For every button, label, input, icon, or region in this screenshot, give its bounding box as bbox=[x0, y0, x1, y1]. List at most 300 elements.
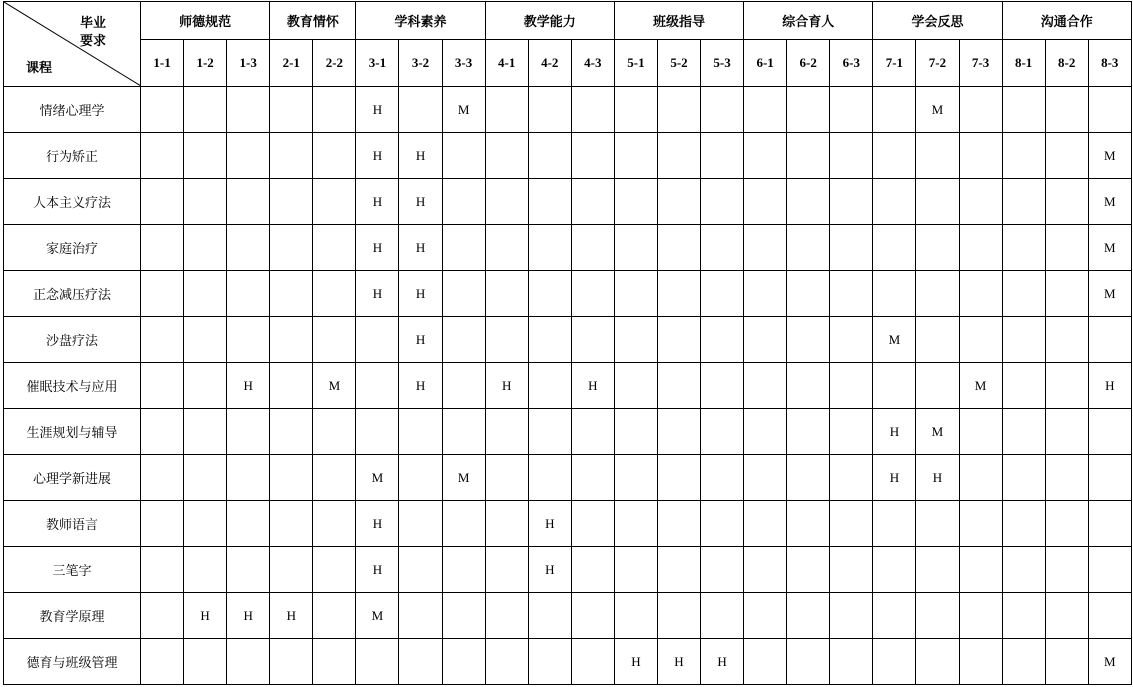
support-level-cell bbox=[270, 225, 313, 271]
support-level-cell bbox=[184, 455, 227, 501]
corner-header bbox=[4, 2, 141, 87]
support-level-cell bbox=[270, 133, 313, 179]
support-level-cell bbox=[959, 225, 1002, 271]
support-level-cell bbox=[1002, 317, 1045, 363]
support-level-cell bbox=[787, 455, 830, 501]
support-level-cell bbox=[184, 639, 227, 685]
corner-diagonal bbox=[4, 2, 141, 86]
sub-requirement-header: 2-1 bbox=[270, 40, 313, 87]
support-level-cell bbox=[356, 363, 399, 409]
support-level-cell bbox=[1045, 317, 1088, 363]
support-level-cell bbox=[442, 593, 485, 639]
support-level-cell bbox=[1088, 317, 1131, 363]
group-header: 教学能力 bbox=[485, 2, 614, 40]
support-level-cell bbox=[959, 547, 1002, 593]
support-level-cell bbox=[787, 225, 830, 271]
support-level-cell: M bbox=[1088, 639, 1131, 685]
support-level-cell: M bbox=[1088, 133, 1131, 179]
support-level-cell bbox=[485, 639, 528, 685]
support-level-cell bbox=[614, 363, 657, 409]
support-level-cell bbox=[485, 87, 528, 133]
table-row bbox=[4, 593, 1132, 639]
support-level-cell bbox=[1045, 225, 1088, 271]
support-level-cell bbox=[1088, 593, 1131, 639]
support-level-cell bbox=[1002, 639, 1045, 685]
group-header: 师德规范 bbox=[141, 2, 270, 40]
support-level-cell bbox=[701, 363, 744, 409]
header-group-row bbox=[4, 2, 1132, 40]
table-row bbox=[4, 133, 1132, 179]
support-level-cell bbox=[1002, 547, 1045, 593]
support-level-cell bbox=[399, 501, 442, 547]
support-level-cell bbox=[787, 501, 830, 547]
support-level-cell bbox=[528, 593, 571, 639]
support-level-cell bbox=[1088, 501, 1131, 547]
sub-requirement-header: 1-1 bbox=[141, 40, 184, 87]
sub-requirement-header: 4-2 bbox=[528, 40, 571, 87]
support-level-cell: M bbox=[442, 455, 485, 501]
support-level-cell: M bbox=[313, 363, 356, 409]
support-level-cell bbox=[1002, 271, 1045, 317]
support-level-cell bbox=[356, 409, 399, 455]
support-level-cell bbox=[744, 547, 787, 593]
support-level-cell: H bbox=[399, 317, 442, 363]
support-level-cell bbox=[1045, 271, 1088, 317]
group-header: 综合育人 bbox=[744, 2, 873, 40]
support-level-cell: H bbox=[356, 87, 399, 133]
support-level-cell bbox=[959, 455, 1002, 501]
course-name: 沙盘疗法 bbox=[4, 317, 141, 363]
support-level-cell bbox=[528, 87, 571, 133]
support-level-cell bbox=[485, 455, 528, 501]
support-level-cell bbox=[227, 271, 270, 317]
sub-requirement-header: 7-1 bbox=[873, 40, 916, 87]
support-level-cell bbox=[141, 639, 184, 685]
support-level-cell bbox=[657, 87, 700, 133]
support-level-cell: H bbox=[528, 501, 571, 547]
group-header: 学会反思 bbox=[873, 2, 1002, 40]
support-level-cell bbox=[356, 317, 399, 363]
table-row bbox=[4, 271, 1132, 317]
support-level-cell bbox=[657, 133, 700, 179]
corner-label-line1: 毕业 bbox=[80, 15, 107, 30]
support-level-cell bbox=[571, 455, 614, 501]
support-level-cell: M bbox=[873, 317, 916, 363]
sub-requirement-header: 8-2 bbox=[1045, 40, 1088, 87]
support-level-cell bbox=[141, 179, 184, 225]
sub-requirement-header: 5-2 bbox=[657, 40, 700, 87]
support-level-cell bbox=[528, 179, 571, 225]
support-level-cell bbox=[528, 363, 571, 409]
support-level-cell bbox=[399, 593, 442, 639]
support-level-cell: H bbox=[270, 593, 313, 639]
support-level-cell: H bbox=[873, 455, 916, 501]
support-level-cell bbox=[313, 271, 356, 317]
support-level-cell bbox=[830, 593, 873, 639]
support-level-cell bbox=[184, 409, 227, 455]
support-level-cell bbox=[313, 501, 356, 547]
support-level-cell bbox=[744, 133, 787, 179]
support-level-cell bbox=[1045, 87, 1088, 133]
support-level-cell: H bbox=[356, 225, 399, 271]
sub-requirement-header: 1-2 bbox=[184, 40, 227, 87]
support-level-cell: H bbox=[227, 593, 270, 639]
matrix-body bbox=[4, 87, 1132, 685]
support-level-cell bbox=[787, 87, 830, 133]
support-level-cell bbox=[313, 639, 356, 685]
support-level-cell bbox=[184, 501, 227, 547]
group-header: 沟通合作 bbox=[1002, 2, 1131, 40]
support-level-cell bbox=[141, 547, 184, 593]
support-level-cell bbox=[442, 409, 485, 455]
support-level-cell bbox=[313, 87, 356, 133]
support-level-cell bbox=[485, 409, 528, 455]
table-row bbox=[4, 317, 1132, 363]
sub-requirement-header: 8-3 bbox=[1088, 40, 1131, 87]
support-level-cell bbox=[571, 593, 614, 639]
support-level-cell bbox=[528, 317, 571, 363]
support-level-cell bbox=[614, 547, 657, 593]
support-level-cell bbox=[744, 179, 787, 225]
support-level-cell bbox=[916, 501, 959, 547]
support-level-cell bbox=[485, 547, 528, 593]
support-level-cell bbox=[873, 639, 916, 685]
support-level-cell bbox=[1045, 409, 1088, 455]
support-level-cell bbox=[614, 271, 657, 317]
support-level-cell bbox=[227, 547, 270, 593]
support-level-cell bbox=[227, 455, 270, 501]
support-level-cell bbox=[657, 271, 700, 317]
support-level-cell bbox=[744, 271, 787, 317]
support-level-cell bbox=[571, 133, 614, 179]
support-level-cell bbox=[399, 455, 442, 501]
support-level-cell: H bbox=[184, 593, 227, 639]
support-level-cell bbox=[959, 409, 1002, 455]
support-level-cell bbox=[787, 547, 830, 593]
support-level-cell bbox=[1002, 593, 1045, 639]
support-level-cell bbox=[701, 593, 744, 639]
support-level-cell bbox=[1045, 501, 1088, 547]
support-level-cell bbox=[571, 225, 614, 271]
support-level-cell bbox=[830, 363, 873, 409]
support-level-cell bbox=[916, 363, 959, 409]
support-level-cell bbox=[442, 225, 485, 271]
support-level-cell bbox=[744, 87, 787, 133]
support-level-cell bbox=[399, 87, 442, 133]
support-level-cell: H bbox=[399, 225, 442, 271]
support-level-cell bbox=[1002, 225, 1045, 271]
support-level-cell: M bbox=[1088, 271, 1131, 317]
course-name: 正念减压疗法 bbox=[4, 271, 141, 317]
support-level-cell bbox=[399, 639, 442, 685]
support-level-cell: H bbox=[916, 455, 959, 501]
support-level-cell bbox=[1088, 455, 1131, 501]
support-level-cell bbox=[744, 501, 787, 547]
support-level-cell: M bbox=[442, 87, 485, 133]
support-level-cell bbox=[873, 547, 916, 593]
support-level-cell: H bbox=[356, 271, 399, 317]
support-level-cell bbox=[313, 409, 356, 455]
support-level-cell: H bbox=[614, 639, 657, 685]
support-level-cell bbox=[614, 409, 657, 455]
support-level-cell bbox=[571, 179, 614, 225]
support-level-cell bbox=[830, 271, 873, 317]
support-level-cell: M bbox=[1088, 179, 1131, 225]
support-level-cell bbox=[1002, 179, 1045, 225]
support-level-cell bbox=[873, 87, 916, 133]
support-level-cell bbox=[141, 317, 184, 363]
support-level-cell bbox=[959, 639, 1002, 685]
support-level-cell bbox=[571, 409, 614, 455]
support-level-cell bbox=[701, 225, 744, 271]
support-level-cell bbox=[959, 87, 1002, 133]
support-level-cell bbox=[787, 409, 830, 455]
support-level-cell bbox=[442, 317, 485, 363]
support-level-cell bbox=[184, 225, 227, 271]
support-level-cell bbox=[657, 547, 700, 593]
table-row bbox=[4, 363, 1132, 409]
support-level-cell: M bbox=[356, 455, 399, 501]
support-level-cell bbox=[701, 409, 744, 455]
support-level-cell bbox=[744, 363, 787, 409]
course-name: 教师语言 bbox=[4, 501, 141, 547]
support-level-cell bbox=[614, 133, 657, 179]
support-level-cell bbox=[1045, 179, 1088, 225]
support-level-cell: M bbox=[1088, 225, 1131, 271]
support-level-cell bbox=[571, 547, 614, 593]
support-level-cell: H bbox=[356, 547, 399, 593]
support-level-cell bbox=[485, 317, 528, 363]
support-level-cell bbox=[485, 179, 528, 225]
support-level-cell bbox=[830, 317, 873, 363]
support-level-cell bbox=[313, 547, 356, 593]
support-level-cell bbox=[270, 455, 313, 501]
support-level-cell bbox=[614, 87, 657, 133]
sub-requirement-header: 3-2 bbox=[399, 40, 442, 87]
support-level-cell bbox=[916, 593, 959, 639]
support-level-cell bbox=[701, 501, 744, 547]
corner-course-label: 课程 bbox=[26, 60, 53, 75]
sub-requirement-header: 3-1 bbox=[356, 40, 399, 87]
table-row bbox=[4, 179, 1132, 225]
support-level-cell bbox=[485, 225, 528, 271]
support-level-cell: H bbox=[399, 363, 442, 409]
support-level-cell bbox=[744, 409, 787, 455]
course-name: 德育与班级管理 bbox=[4, 639, 141, 685]
support-level-cell bbox=[270, 87, 313, 133]
support-level-cell bbox=[1045, 133, 1088, 179]
support-level-cell bbox=[873, 501, 916, 547]
support-level-cell bbox=[1045, 593, 1088, 639]
support-level-cell bbox=[744, 455, 787, 501]
support-level-cell bbox=[787, 593, 830, 639]
support-level-cell bbox=[744, 593, 787, 639]
support-level-cell bbox=[528, 639, 571, 685]
support-level-cell: H bbox=[356, 133, 399, 179]
support-level-cell bbox=[787, 271, 830, 317]
support-level-cell bbox=[571, 87, 614, 133]
support-level-cell bbox=[313, 179, 356, 225]
support-level-cell bbox=[485, 271, 528, 317]
table-row bbox=[4, 409, 1132, 455]
support-level-cell bbox=[1002, 409, 1045, 455]
sub-requirement-header: 4-3 bbox=[571, 40, 614, 87]
support-level-cell bbox=[657, 501, 700, 547]
course-name: 心理学新进展 bbox=[4, 455, 141, 501]
support-level-cell bbox=[701, 271, 744, 317]
corner-label-line2: 要求 bbox=[80, 33, 107, 48]
sub-requirement-header: 2-2 bbox=[313, 40, 356, 87]
support-level-cell: H bbox=[356, 179, 399, 225]
support-level-cell bbox=[442, 501, 485, 547]
support-level-cell bbox=[787, 133, 830, 179]
support-level-cell: M bbox=[356, 593, 399, 639]
support-level-cell bbox=[356, 639, 399, 685]
support-level-cell bbox=[442, 639, 485, 685]
support-level-cell bbox=[657, 455, 700, 501]
support-level-cell: M bbox=[959, 363, 1002, 409]
support-level-cell bbox=[528, 133, 571, 179]
support-level-cell: H bbox=[485, 363, 528, 409]
course-name: 人本主义疗法 bbox=[4, 179, 141, 225]
support-level-cell bbox=[141, 593, 184, 639]
table-row bbox=[4, 225, 1132, 271]
support-level-cell bbox=[916, 639, 959, 685]
sub-requirement-header: 4-1 bbox=[485, 40, 528, 87]
support-level-cell bbox=[787, 639, 830, 685]
support-level-cell bbox=[184, 133, 227, 179]
support-level-cell bbox=[1088, 409, 1131, 455]
support-level-cell: H bbox=[657, 639, 700, 685]
support-level-cell bbox=[830, 225, 873, 271]
support-level-cell bbox=[787, 317, 830, 363]
support-level-cell bbox=[1045, 547, 1088, 593]
support-level-cell bbox=[485, 501, 528, 547]
group-header: 教育情怀 bbox=[270, 2, 356, 40]
course-name: 情绪心理学 bbox=[4, 87, 141, 133]
support-level-cell bbox=[270, 639, 313, 685]
sub-requirement-header: 6-3 bbox=[830, 40, 873, 87]
support-level-cell bbox=[657, 179, 700, 225]
support-level-cell: H bbox=[873, 409, 916, 455]
support-level-cell bbox=[916, 547, 959, 593]
course-name: 生涯规划与辅导 bbox=[4, 409, 141, 455]
support-level-cell bbox=[227, 409, 270, 455]
support-level-cell bbox=[227, 225, 270, 271]
support-level-cell bbox=[485, 133, 528, 179]
support-level-cell bbox=[744, 225, 787, 271]
table-row bbox=[4, 639, 1132, 685]
support-level-cell bbox=[313, 455, 356, 501]
support-level-cell: H bbox=[701, 639, 744, 685]
sub-requirement-header: 1-3 bbox=[227, 40, 270, 87]
group-header: 班级指导 bbox=[614, 2, 743, 40]
support-level-cell bbox=[184, 317, 227, 363]
sub-requirement-header: 8-1 bbox=[1002, 40, 1045, 87]
support-level-cell bbox=[701, 179, 744, 225]
support-level-cell bbox=[959, 271, 1002, 317]
support-level-cell bbox=[184, 271, 227, 317]
support-level-cell bbox=[873, 271, 916, 317]
support-level-cell bbox=[614, 179, 657, 225]
support-level-cell bbox=[399, 409, 442, 455]
support-level-cell bbox=[528, 455, 571, 501]
support-level-cell bbox=[184, 179, 227, 225]
support-level-cell bbox=[701, 87, 744, 133]
support-level-cell bbox=[1088, 547, 1131, 593]
support-level-cell bbox=[227, 501, 270, 547]
support-level-cell bbox=[270, 179, 313, 225]
support-level-cell bbox=[787, 363, 830, 409]
support-level-cell bbox=[227, 87, 270, 133]
support-level-cell bbox=[701, 317, 744, 363]
sub-requirement-header: 5-1 bbox=[614, 40, 657, 87]
support-level-cell: M bbox=[916, 409, 959, 455]
support-level-cell bbox=[270, 363, 313, 409]
support-level-cell bbox=[270, 501, 313, 547]
support-level-cell bbox=[141, 363, 184, 409]
support-level-cell bbox=[1002, 87, 1045, 133]
support-level-cell bbox=[399, 547, 442, 593]
support-level-cell bbox=[916, 271, 959, 317]
support-level-cell bbox=[873, 225, 916, 271]
course-name: 家庭治疗 bbox=[4, 225, 141, 271]
table-row bbox=[4, 547, 1132, 593]
support-level-cell bbox=[830, 455, 873, 501]
support-level-cell bbox=[744, 639, 787, 685]
course-name: 三笔字 bbox=[4, 547, 141, 593]
support-level-cell bbox=[442, 133, 485, 179]
sub-requirement-header: 7-3 bbox=[959, 40, 1002, 87]
support-level-cell bbox=[614, 501, 657, 547]
support-level-cell bbox=[916, 133, 959, 179]
support-level-cell bbox=[184, 363, 227, 409]
support-level-cell bbox=[1002, 133, 1045, 179]
support-level-cell bbox=[916, 317, 959, 363]
support-level-cell bbox=[313, 225, 356, 271]
support-level-cell bbox=[528, 271, 571, 317]
support-level-cell: M bbox=[916, 87, 959, 133]
support-level-cell bbox=[959, 501, 1002, 547]
course-requirement-matrix bbox=[3, 1, 1132, 685]
support-level-cell bbox=[830, 501, 873, 547]
support-level-cell bbox=[614, 225, 657, 271]
support-level-cell bbox=[227, 639, 270, 685]
support-level-cell bbox=[442, 179, 485, 225]
sub-requirement-header: 7-2 bbox=[916, 40, 959, 87]
support-level-cell bbox=[830, 409, 873, 455]
support-level-cell bbox=[701, 547, 744, 593]
support-level-cell bbox=[614, 593, 657, 639]
table-row bbox=[4, 501, 1132, 547]
support-level-cell bbox=[657, 317, 700, 363]
support-level-cell bbox=[873, 363, 916, 409]
support-level-cell bbox=[184, 547, 227, 593]
support-level-cell bbox=[571, 271, 614, 317]
support-level-cell bbox=[873, 133, 916, 179]
support-level-cell bbox=[571, 501, 614, 547]
support-level-cell bbox=[744, 317, 787, 363]
support-level-cell bbox=[313, 593, 356, 639]
support-level-cell bbox=[184, 87, 227, 133]
support-level-cell bbox=[571, 317, 614, 363]
support-level-cell bbox=[959, 179, 1002, 225]
support-level-cell bbox=[657, 363, 700, 409]
support-level-cell bbox=[571, 639, 614, 685]
support-level-cell bbox=[141, 87, 184, 133]
course-name: 催眠技术与应用 bbox=[4, 363, 141, 409]
support-level-cell bbox=[528, 409, 571, 455]
